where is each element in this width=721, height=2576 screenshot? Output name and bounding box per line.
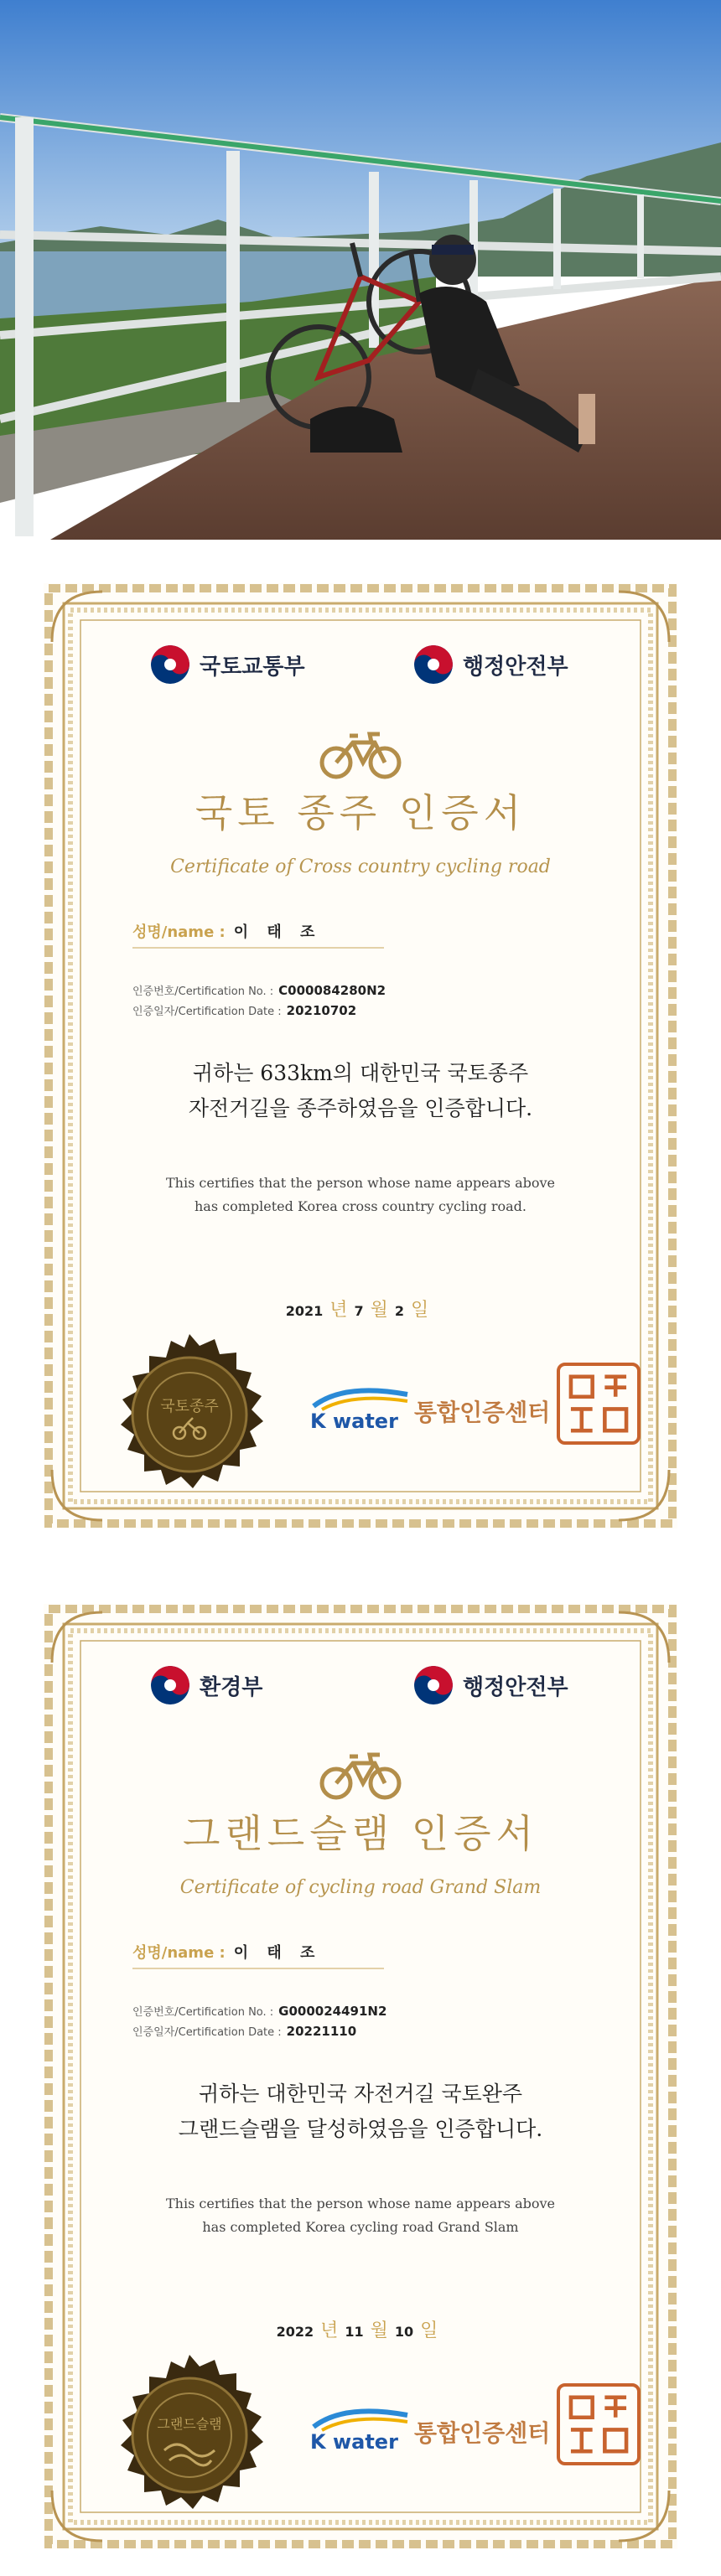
body-korean-line-1: 귀하는 대한민국 자전거길 국토완주 [198,2082,523,2106]
cert-number-row [132,2003,386,2019]
gold-seal [106,2355,273,2522]
cert-date-label: 인증일자/Certification Date : [132,2026,282,2039]
bicycle-icon [319,731,402,779]
cert-number: G000024491N2 [278,2004,387,2019]
kwater-logo-icon [310,2407,411,2432]
cert-date-row [132,1002,356,1018]
cert-date-label: 인증일자/Certification Date : [132,1006,282,1018]
body-english-line-2: has completed Korea cross country cycling road. [195,1198,526,1214]
day-unit: 일 [420,2320,438,2341]
red-stamp-icon [557,2383,641,2465]
body-korean-line-2: 그랜드슬램을 달성하였음을 인증합니다. [178,2117,543,2141]
body-english [44,1172,677,1218]
month-unit: 월 [370,2320,388,2341]
month: 7 [354,1303,364,1319]
taeguk-logo-icon [414,1666,453,1704]
certificate-title: 그랜드슬램 인증서 [182,1811,539,1856]
gold-seal [106,1334,273,1502]
body-korean-line-2: 자전거길을 종주하였음을 인증합니다. [188,1096,533,1120]
ministry-right-name: 행정안전부 [463,1674,568,1700]
year: 2021 [285,1303,324,1319]
issue-date [44,1296,677,1322]
day: 2 [394,1303,405,1319]
cert-date-row [132,2023,356,2039]
cyclist-photo [0,0,721,540]
cert-number-label: 인증번호/Certification No. : [132,985,274,998]
kwater-label: K water [310,2430,398,2454]
photo-scene [0,0,721,540]
certification-center: 통합인증센터 [414,2419,551,2447]
day-unit: 일 [411,1300,429,1321]
bicycle-icon [319,1751,402,1800]
ministry-left-name: 국토교통부 [200,654,305,680]
certificate-subtitle: Certificate of Cross country cycling road [170,856,551,877]
body-english-line-1: This certifies that the person whose name appears above [166,2196,555,2211]
cert-number-row [132,982,386,998]
name-row [132,920,384,949]
ministry-right [414,1666,568,1704]
body-english [44,2192,677,2239]
month-unit: 월 [370,1300,388,1321]
issue-date [44,2316,677,2342]
cert-date: 20221110 [286,2024,357,2039]
body-korean-line-1: 귀하는 633km의 대한민국 국토종주 [192,1061,529,1085]
seal-text: 국토종주 [160,1398,219,1415]
body-korean [44,2077,677,2147]
certificate-subtitle: Certificate of cycling road Grand Slam [179,1877,542,1898]
ministry-right [414,645,568,684]
ministry-left [151,645,305,684]
name-value: 이 태 조 [233,1944,322,1962]
ministry-right-name: 행정안전부 [463,654,568,680]
name-label: 성명/name : [132,1944,226,1962]
month: 11 [345,2324,364,2340]
taeguk-logo-icon [151,645,189,684]
certification-center: 통합인증센터 [414,1399,551,1426]
ministry-logos [44,645,677,696]
certificate-title: 국토 종주 인증서 [195,790,526,835]
name-row [132,1941,384,1969]
certificate-cross-country [44,583,677,1529]
certificate-grand-slam [44,1604,677,2549]
body-english-line-2: has completed Korea cycling road Grand Slam [202,2219,519,2235]
taeguk-logo-icon [151,1666,189,1704]
red-stamp-icon [557,1363,641,1445]
day: 10 [394,2324,414,2340]
year-unit: 년 [320,2320,339,2341]
year: 2022 [276,2324,314,2340]
cert-number-label: 인증번호/Certification No. : [132,2006,274,2019]
name-label: 성명/name : [132,923,226,941]
cert-date: 20210702 [286,1003,357,1018]
kwater-logo-icon [310,1386,411,1411]
year-unit: 년 [329,1300,348,1321]
cert-number: C000084280N2 [278,983,386,998]
body-english-line-1: This certifies that the person whose name appears above [166,1175,555,1191]
name-value: 이 태 조 [233,923,322,941]
ministry-left [151,1666,262,1704]
ministry-left-name: 환경부 [200,1674,263,1700]
seal-text: 그랜드슬램 [157,2416,222,2432]
ministry-logos [44,1666,677,1716]
kwater-label: K water [310,1410,398,1433]
body-korean [44,1056,677,1126]
taeguk-logo-icon [414,645,453,684]
